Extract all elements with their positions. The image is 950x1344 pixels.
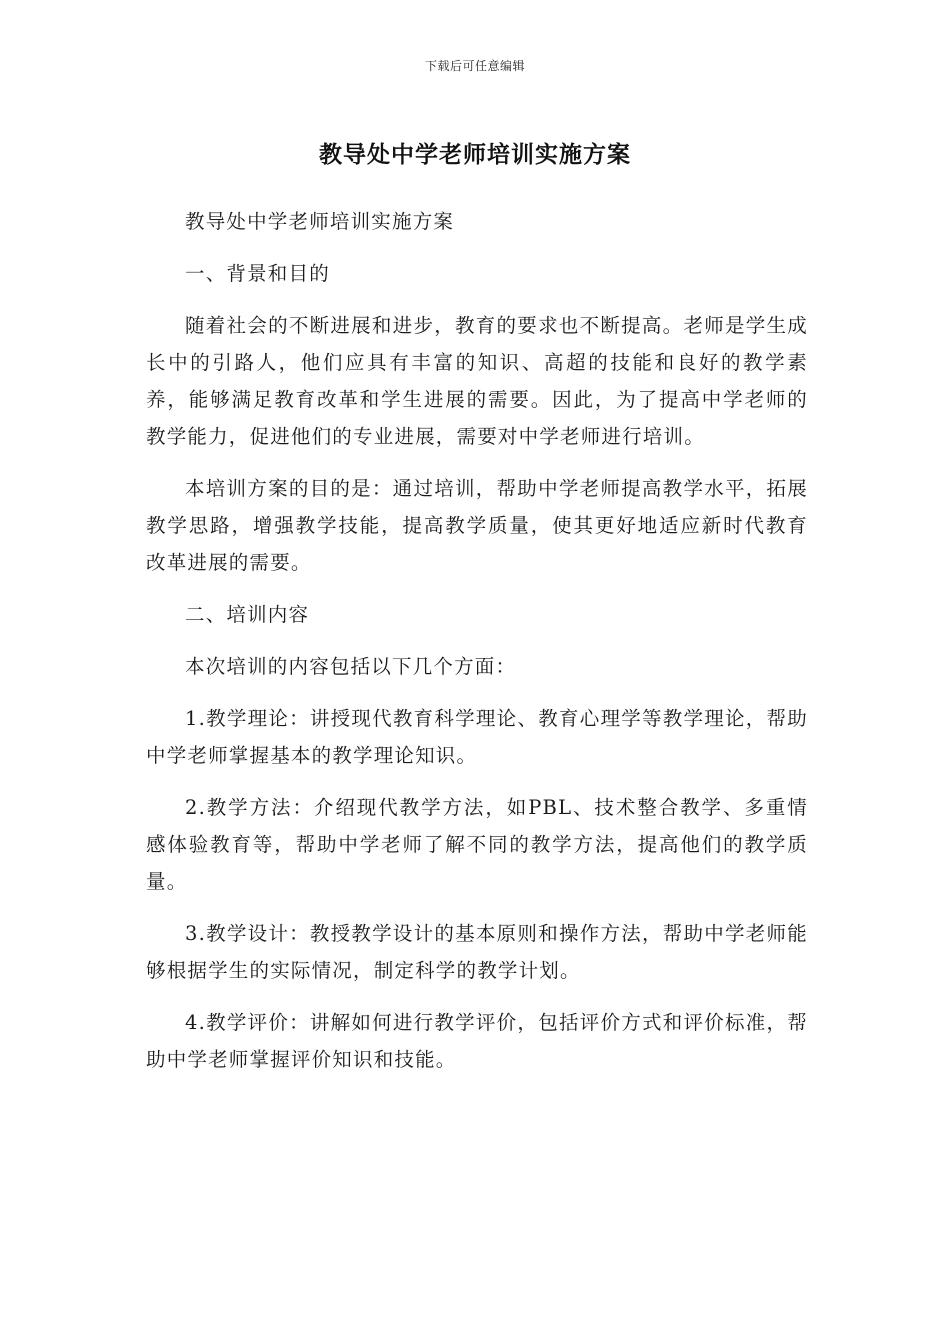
document-title: 教导处中学老师培训实施方案 (319, 142, 631, 168)
section-heading-content: 二、培训内容 (185, 603, 310, 626)
section-heading-background: 一、背景和目的 (185, 262, 330, 285)
paragraph-content-intro: 本次培训的内容包括以下几个方面： (185, 655, 517, 678)
list-item-methods: 2.教学方法：介绍现代教学方法，如PBL、技术整合教学、多重情感体验教育等，帮助中学老师了解不同的教学方法，提高他们的教学质量。 (146, 796, 808, 893)
paragraph-purpose: 本培训方案的目的是：通过培训，帮助中学老师提高教学水平，拓展教学思路，增强教学技能，提高教学质量，使其更好地适应新时代教育改革进展的需要。 (146, 477, 808, 574)
list-item-design: 3.教学设计：教授教学设计的基本原则和操作方法，帮助中学老师能够根据学生的实际情况，制定科学的教学计划。 (146, 922, 808, 982)
paragraph-background: 随着社会的不断进展和进步，教育的要求也不断提高。老师是学生成长中的引路人，他们应具有丰富的知识、高超的技能和良好的教学素养，能够满足教育改革和学生进展的需要。因此，为了提高中学老师的教学能力，促进他们的专业进展，需要对中学老师进行培训。 (146, 314, 808, 448)
list-item-theory: 1.教学理论：讲授现代教育科学理论、教育心理学等教学理论，帮助中学老师掌握基本的教学理论知识。 (146, 707, 808, 767)
paragraph-subtitle: 教导处中学老师培训实施方案 (185, 210, 455, 233)
list-item-evaluation: 4.教学评价：讲解如何进行教学评价，包括评价方式和评价标准，帮助中学老师掌握评价知识和技能。 (146, 1011, 808, 1071)
header-note: 下载后可任意编辑 (424, 59, 525, 73)
document-body (146, 203, 808, 1093)
